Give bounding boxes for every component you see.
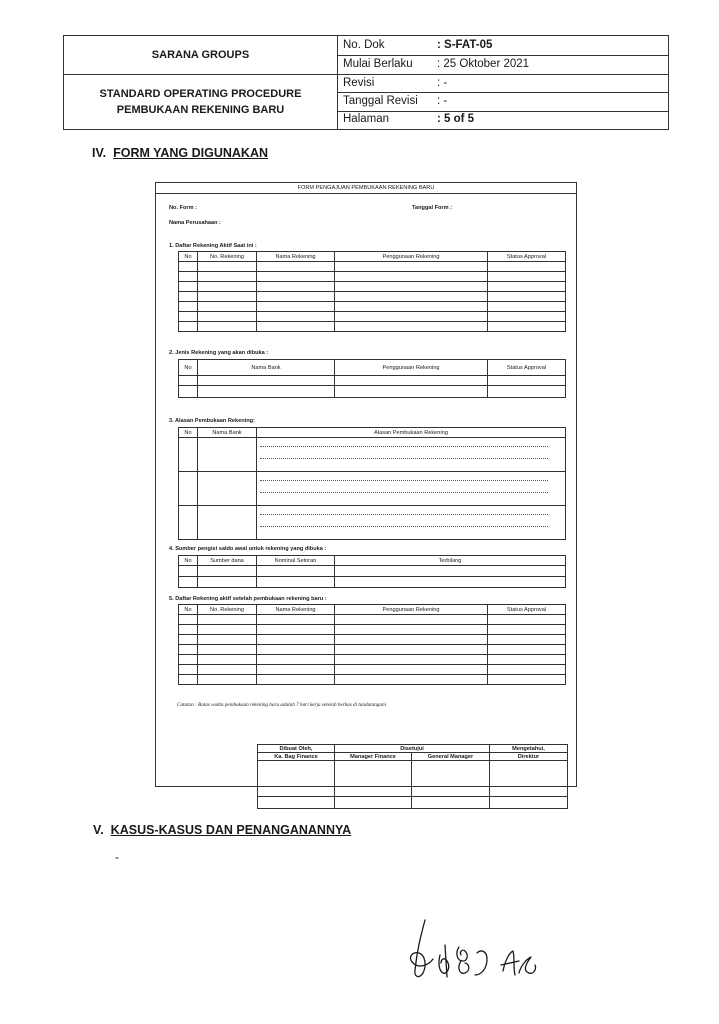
col-header: Alasan Pembukaan Rekening [257,428,566,438]
active-accounts-table [178,251,566,332]
reason-line [260,491,548,493]
doc-number-value: : S-FAT-05 [437,39,493,51]
section-4-title: FORM YANG DIGUNAKAN [113,146,269,160]
form-title: FORM PENGAJUAN PEMBUKAAN REKENING BARU [156,183,576,194]
form-section-1-title: 1. Daftar Rekening Aktif Saat ini : [169,243,257,249]
reason-line [260,457,548,459]
acknowledged-by-label: Mengetahui, [490,745,568,753]
role-general-manager: General Manager [412,753,490,761]
col-header: No [179,252,198,262]
header-row-line [338,55,668,56]
table-row [179,655,566,665]
table-row [179,312,566,322]
table-row [179,472,566,506]
col-header: No [179,556,198,566]
table-row [179,566,566,577]
header-row-line [338,92,668,93]
account-opening-form [155,182,577,787]
col-header: No [179,428,198,438]
section-5-title: KASUS-KASUS DAN PENANGANANNYA [110,823,352,837]
created-by-label: Dibuat Oleh, [258,745,335,753]
reason-line [260,513,548,515]
doc-number-label: No. Dok [343,39,385,51]
form-date-label: Tanggal Form : [412,205,452,211]
col-header: No. Rekening [198,252,257,262]
role-finance-manager: Manager Finance [335,753,412,761]
col-header: Nama Bank [198,428,257,438]
header-row-line [338,74,668,75]
form-note: Catatan : Batas waktu pembukaan rekening baru adalah 7 hari kerja setelah berkas di tandatangani [177,702,387,708]
name-row [258,797,568,809]
col-header: Nominal Setoran [257,556,335,566]
revision-value: : - [437,77,448,89]
table-row [179,282,566,292]
approved-by-label: Disetujui [335,745,490,753]
col-header: Penggunaan Rekening [335,605,488,615]
funding-source-table [178,555,566,588]
reason-line [260,525,548,527]
signature-row [258,761,568,797]
table-row [179,302,566,312]
table-row [179,615,566,625]
table-row [179,645,566,655]
col-header: No [179,360,198,376]
table-row [179,577,566,588]
new-account-type-table [178,359,566,398]
revision-date-value: : - [437,95,448,107]
col-header: Terbilang [335,556,566,566]
page-value: : 5 of 5 [437,113,475,125]
company-name: SARANA GROUPS [151,49,250,61]
table-row [179,262,566,272]
form-section-5-title: 5. Daftar Rekening aktif setelah pembukaan rekening baru : [169,596,327,602]
approval-table [257,744,568,809]
form-section-2-title: 2. Jenis Rekening yang akan dibuka : [169,350,269,356]
table-row [179,322,566,332]
sop-title-line2: PEMBUKAAN REKENING BARU [116,104,285,116]
form-section-4-title: 4. Sumber pengisi saldo awal untuk rekening yang dibuka : [169,546,327,552]
table-row [179,665,566,675]
company-name-label: Nama Perusahaan : [169,220,221,226]
role-finance-head: Ka. Bag Finance [258,753,335,761]
sop-title [64,75,337,129]
col-header: No. Rekening [198,605,257,615]
page-label: Halaman [343,113,390,125]
table-row [179,386,566,398]
role-director: Direktur [490,753,568,761]
opening-reason-table [178,427,566,540]
col-header: Nama Rekening [257,252,335,262]
col-header: Sumber dana [198,556,257,566]
header-divider [337,36,338,129]
effective-date-value: : 25 Oktober 2021 [437,58,530,70]
document-header [63,35,669,130]
table-row [179,272,566,282]
col-header: Penggunaan Rekening [335,252,488,262]
revision-label: Revisi [343,77,375,89]
reason-line [260,479,548,481]
col-header: Status Approval [488,605,566,615]
table-row [179,635,566,645]
table-row [179,376,566,386]
col-header: No [179,605,198,615]
table-row [179,506,566,540]
col-header: Nama Rekening [257,605,335,615]
section-4-number: IV. [92,146,107,160]
col-header: Nama Bank [198,360,335,376]
form-number-label: No. Form : [169,205,197,211]
section-4-heading [92,146,268,160]
table-row [179,625,566,635]
header-row-line [338,111,668,112]
col-header: Penggunaan Rekening [335,360,488,376]
section-5-number: V. [93,823,104,837]
effective-date-label: Mulai Berlaku [343,58,413,70]
col-header: Status Approval [488,252,566,262]
table-row [179,438,566,472]
reason-line [260,445,548,447]
form-section-3-title: 3. Alasan Pembukaan Rekening: [169,418,255,424]
section-5-content: - [115,850,119,864]
accounts-after-opening-table [178,604,566,685]
handwritten-signature [395,915,545,985]
col-header: Status Approval [488,360,566,376]
section-5-heading [93,823,351,837]
sop-title-line1: STANDARD OPERATING PROCEDURE [99,88,302,100]
table-row [179,675,566,685]
table-row [179,292,566,302]
revision-date-label: Tanggal Revisi [343,95,418,107]
